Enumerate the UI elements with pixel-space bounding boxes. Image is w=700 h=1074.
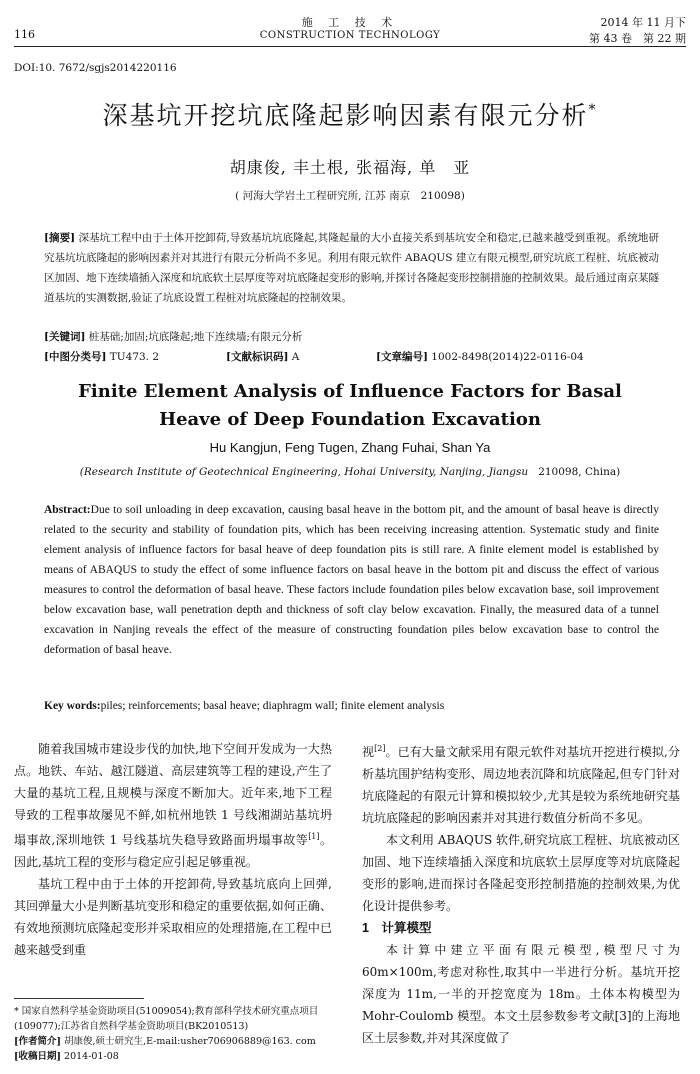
paragraph-text: 随着我国城市建设步伐的加快,地下空间开发成为一大热点。地铁、车站、越江隧道、高层建筑等工程的建设,产生了大量的基坑工程,且规模与深度不断加大。近年来,地下工程导致的工程事故屡见不鲜,如杭州地铁 1 号线湘湖站基坑坍塌事故,深圳地铁 1 号线基坑失稳导致路面坍塌事故等 [14, 742, 332, 847]
paragraph: 本计算中建立平面有限元模型,模型尺寸为 60m×100m,考虑对称性,取其中一半进行分析。基坑开挖深度为 11m,一半的开挖宽度为 18m。土体本构模型为 Mohr-Coulomb 模型。本文土层参数参考文献[3]的上海地区土层参数,并对其深度做了 [362, 943, 680, 1045]
paragraph-text: 视 [362, 745, 375, 759]
abstract-en-label: Abstract [44, 504, 87, 516]
keywords-en-label: Key words [44, 700, 97, 712]
abstract-en: Abstract:Due to soil unloading in deep excavation, causing basal heave in the bottom pit, and the amount of basal heave is directly related to the security and stability of foundation pits, which has been receiving increasing attention. Systematic study and finite element analysis of influence factors for basal heave of deep foundation pits is still rare. A finite element model is established by means of ABAQUS to study the effect of some influence factors on basal heave in the bottom pit and discuss the effect of various measures to control the deformation of basal heave. These factors include foundation piles below excavation base, soil improvement below excavation base, wall penetration depth and thickness of soft clay below excavation. Finally, the measured data of a tunnel excavation in Nanjing reveals the effect of the measure of constructing foundation piles below excavation base to control the deformation of basal heave. [44, 504, 659, 656]
body-column-right [362, 738, 680, 1049]
footnote-rule [14, 998, 144, 999]
abstract-en-text: Due to soil unloading in deep excavation, causing basal heave in the bottom pit, and the amount of basal heave is directly related to the security and stability of foundation pits, which has been receiving increasing attention. Systematic study and finite element analysis of influence factors for basal heave of deep foundation pits is still rare. A finite element model is established by means of ABAQUS to study the effect of some influence factors on basal heave in the bottom pit and discuss the effect of various measures to control the deformation of basal heave. These factors include foundation piles below excavation base, soil improvement below excavation base, wall penetration depth and thickness of soft clay below excavation. Finally, the measured data of a tunnel excavation in Nanjing reveals the effect of the measure of constructing foundation piles below excavation base to control the deformation of basal heave. [44, 504, 659, 656]
article-number-label: [文章编号] [376, 351, 428, 363]
institution-en-main: (Research Institute of Geotechnical Engineering, Hohai University, Nanjing, Jiangsu [79, 466, 529, 478]
abstract-cn-text: 深基坑工程中由于土体开挖卸荷,导致基坑坑底隆起,其隆起量的大小直接关系到基坑安全和稳定,已越来越受到重视。系统地研究基坑坑底隆起的影响因素并对其进行有限元分析尚不多见。利用有限元软件 ABAQUS 建立有限元模型,研究坑底工程桩、坑底被动区加固、地下连续墙插入深度和坑底软土层厚度等对坑底隆起变形的影响,并探讨各隆起变形控制措施的控制效果。最后通过南京某隧道基坑的实测数据,验证了坑底设置工程桩对坑底隆起的控制效果。 [44, 232, 659, 304]
keywords-cn-label: [关键词] [44, 331, 86, 343]
citation-ref[interactable]: [1] [308, 832, 320, 841]
paragraph: 基坑工程中由于土体的开挖卸荷,导致基坑底向上回弹,其回弹量大小是判断基坑变形和稳定的重要依据,如何正确、有效地预测坑底隆起变形并采取相应的处理措施,在工程中已越来越受到重 [14, 877, 332, 957]
paragraph [362, 738, 680, 829]
paragraph-text: 。因此,基坑工程的变形与稳定应引起足够重视。 [14, 833, 332, 869]
title-en [0, 378, 700, 434]
abstract-cn-label: [摘要] [44, 232, 76, 244]
title-cn-text: 深基坑开挖坑底隆起影响因素有限元分析 [102, 101, 589, 130]
title-cn [0, 96, 700, 132]
paragraph-text: 。已有大量文献采用有限元软件对基坑开挖进行模拟,分析基坑围护结构变形、周边地表沉降和坑底隆起,但专门针对坑底隆起的有限元计算和模拟较少,尤其是较为系统地研究基坑坑底隆起的影响因素并对其进行数值分析尚不多见。 [362, 745, 680, 825]
institution-cn: ( 河海大学岩土工程研究所, 江苏 南京 210098) [235, 190, 465, 202]
footnote-received-text: 2014-01-08 [64, 1051, 119, 1062]
keywords-en: Key words:piles; reinforcements; basal heave; diaphragm wall; finite element analysis [44, 700, 445, 712]
article-number-field [376, 347, 584, 367]
header-rule [14, 46, 686, 47]
doc-code-label: [文献标识码] [226, 351, 289, 363]
footnote-author-label: [作者简介] [14, 1036, 61, 1047]
footnote-author [14, 1034, 344, 1049]
citation-ref[interactable]: [2] [374, 744, 386, 753]
clc-value: TU473. 2 [109, 351, 160, 363]
footnote-received [14, 1049, 344, 1064]
abstract-cn [44, 228, 659, 308]
issue-date: 2014 年 11 月下 [600, 16, 686, 29]
footnote-author-text: 胡康俊,硕士研究生,E-mail:usher706906889@163. com [64, 1036, 316, 1047]
doc-code-field [226, 347, 299, 367]
footnote-fund: * 国家自然科学基金资助项目(51009054);教育部科学技术研究重点项目(109077);江苏省自然科学基金资助项目(BK2010513) [14, 1006, 319, 1032]
title-footnote-mark: * [588, 102, 598, 118]
journal-name-cn: 施 工 技 术 [301, 16, 399, 29]
keywords-en-text: piles; reinforcements; basal heave; diaphragm wall; finite element analysis [100, 700, 445, 712]
body-column-left [14, 738, 332, 961]
authors-cn: 胡康俊, 丰土根, 张福海, 单 亚 [229, 158, 471, 177]
keywords-cn [44, 327, 659, 347]
clc-field [44, 347, 159, 367]
journal-name-en: CONSTRUCTION TECHNOLOGY [259, 30, 441, 41]
issue-volume: 第 43 卷 第 22 期 [589, 32, 686, 45]
keywords-cn-text: 桩基础;加固;坑底隆起;地下连续墙;有限元分析 [88, 331, 303, 343]
paragraph [14, 738, 332, 873]
doi: DOI:10. 7672/sgjs2014220116 [14, 62, 177, 74]
page-number: 116 [14, 28, 35, 41]
doc-code-value: A [291, 351, 300, 363]
authors-en: Hu Kangjun, Feng Tugen, Zhang Fuhai, Shan Ya [209, 440, 491, 455]
running-header [14, 6, 686, 46]
article-number-value: 1002-8498(2014)22-0116-04 [431, 351, 584, 363]
section-heading: 1 计算模型 [362, 921, 432, 935]
institution-en [0, 466, 700, 478]
paragraph: 本文利用 ABAQUS 软件,研究坑底工程桩、坑底被动区加固、地下连续墙插入深度和坑底软土层厚度等对坑底隆起变形的影响,进而探讨各隆起变形控制措施的控制效果,为优化设计提供参考。 [362, 833, 680, 913]
title-en-line-2: Heave of Deep Foundation Excavation [159, 409, 541, 430]
institution-en-tail: 210098, China) [538, 466, 621, 478]
footnote-received-label: [收稿日期] [14, 1051, 61, 1062]
footnotes [14, 1004, 344, 1064]
clc-label: [中图分类号] [44, 351, 107, 363]
title-en-line-1: Finite Element Analysis of Influence Factors for Basal [78, 381, 622, 402]
